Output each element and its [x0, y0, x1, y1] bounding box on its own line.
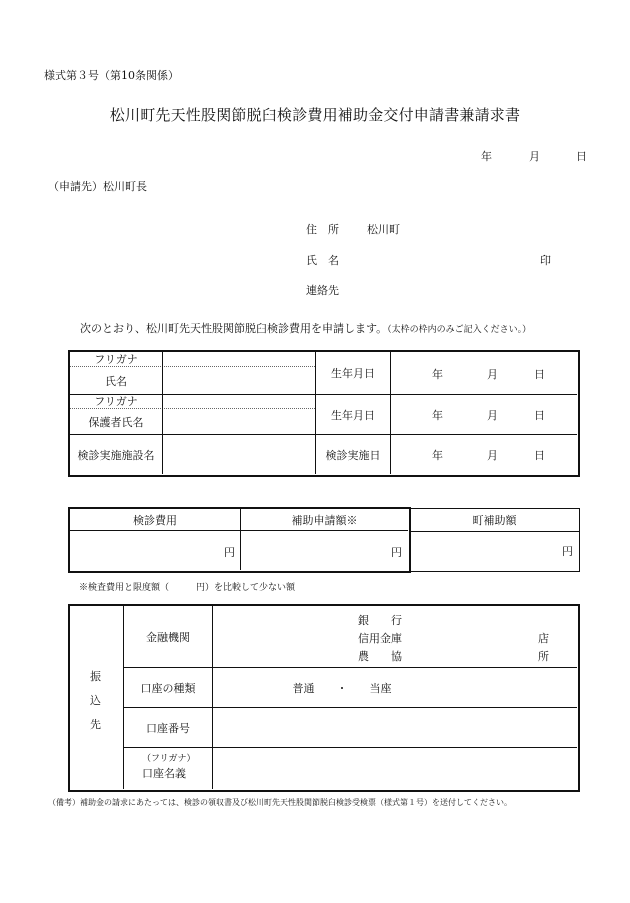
holder-furigana-label: （フリガナ） [142, 754, 196, 764]
remarks: （備考）補助金の請求にあたっては、検診の領収書及び松川町先天性股関節脱臼検診受検票（様式第１号）を送付してください。 [48, 798, 512, 807]
year-label: 年 [432, 409, 443, 422]
contact-label: 連絡先 [306, 284, 339, 297]
exam-date-field[interactable] [391, 435, 577, 474]
branch-suffix-store: 店 [538, 632, 549, 645]
town-subsidy-box [409, 508, 580, 572]
date-year: 年 [481, 150, 492, 163]
guardian-name-field[interactable] [163, 395, 315, 434]
furigana-label: フリガナ [94, 353, 138, 366]
year-label: 年 [432, 449, 443, 462]
transfer-label-1: 振 [90, 670, 101, 683]
name-label: 氏 名 [306, 254, 339, 267]
holder-label: 口座名義 [142, 767, 186, 780]
exam-cost-label: 検診費用 [133, 513, 177, 527]
institution-label: 金融機関 [146, 630, 190, 644]
facility-label: 検診実施施設名 [77, 448, 155, 462]
bank-type-ja: 農 協 [358, 650, 402, 663]
child-name-field[interactable] [163, 352, 315, 394]
intro-text: 次のとおり、松川町先天性股関節脱臼検診費用を申請します。 [80, 322, 388, 335]
day-label: 日 [534, 409, 545, 422]
child-birthdate-field[interactable] [391, 352, 577, 394]
subsidy-request-field[interactable] [241, 531, 408, 570]
info-table [68, 350, 580, 477]
subsidy-request-label: 補助申請額※ [291, 513, 358, 527]
account-type-options[interactable]: 普通 ・ 当座 [292, 681, 392, 695]
address-value: 松川町 [367, 223, 400, 236]
account-type-label: 口座の種類 [140, 681, 196, 695]
month-label: 月 [487, 449, 498, 462]
recipient: （申請先）松川町長 [48, 180, 147, 193]
transfer-label-2: 込 [90, 694, 101, 707]
bank-table [68, 604, 580, 792]
form-number: 様式第３号（第10条関係） [44, 69, 179, 82]
bank-type-credit-union: 信用金庫 [358, 632, 402, 645]
transfer-label-3: 先 [90, 718, 101, 731]
guardian-birthdate-field[interactable] [391, 395, 577, 434]
yen-unit: 円 [224, 546, 235, 559]
account-number-label: 口座番号 [146, 721, 190, 735]
address-label: 住 所 [306, 223, 339, 236]
account-number-field[interactable] [213, 708, 577, 747]
guardian-label: 保護者氏名 [88, 415, 144, 429]
facility-field[interactable] [163, 435, 315, 474]
month-label: 月 [487, 368, 498, 381]
exam-cost-field[interactable] [70, 531, 240, 570]
cost-footnote: ※検査費用と限度額（ 円）を比較して少ない額 [79, 583, 296, 593]
birth-label: 生年月日 [331, 408, 375, 422]
furigana-label: フリガナ [94, 395, 138, 408]
institution-field[interactable] [213, 606, 577, 667]
intro-line [80, 317, 531, 336]
yen-unit: 円 [562, 545, 573, 558]
date-day: 日 [576, 150, 587, 163]
page-title: 松川町先天性股関節脱臼検診費用補助金交付申請書兼請求書 [109, 106, 521, 124]
exam-date-label: 検診実施日 [325, 448, 381, 462]
intro-note: （太枠の枠内のみご記入ください。） [387, 325, 532, 335]
branch-suffix-office: 所 [538, 650, 549, 663]
month-label: 月 [487, 409, 498, 422]
row-divider [410, 531, 579, 532]
day-label: 日 [534, 368, 545, 381]
birth-label: 生年月日 [331, 367, 375, 380]
bank-type-bank: 銀 行 [358, 614, 402, 627]
cost-table [68, 507, 411, 573]
year-label: 年 [432, 368, 443, 381]
name-row-label: 氏名 [105, 374, 127, 388]
yen-unit: 円 [391, 546, 402, 559]
town-subsidy-label: 町補助額 [472, 514, 517, 527]
seal-mark: 印 [540, 254, 551, 267]
day-label: 日 [534, 449, 545, 462]
account-holder-field[interactable] [213, 748, 577, 789]
date-month: 月 [529, 150, 540, 163]
